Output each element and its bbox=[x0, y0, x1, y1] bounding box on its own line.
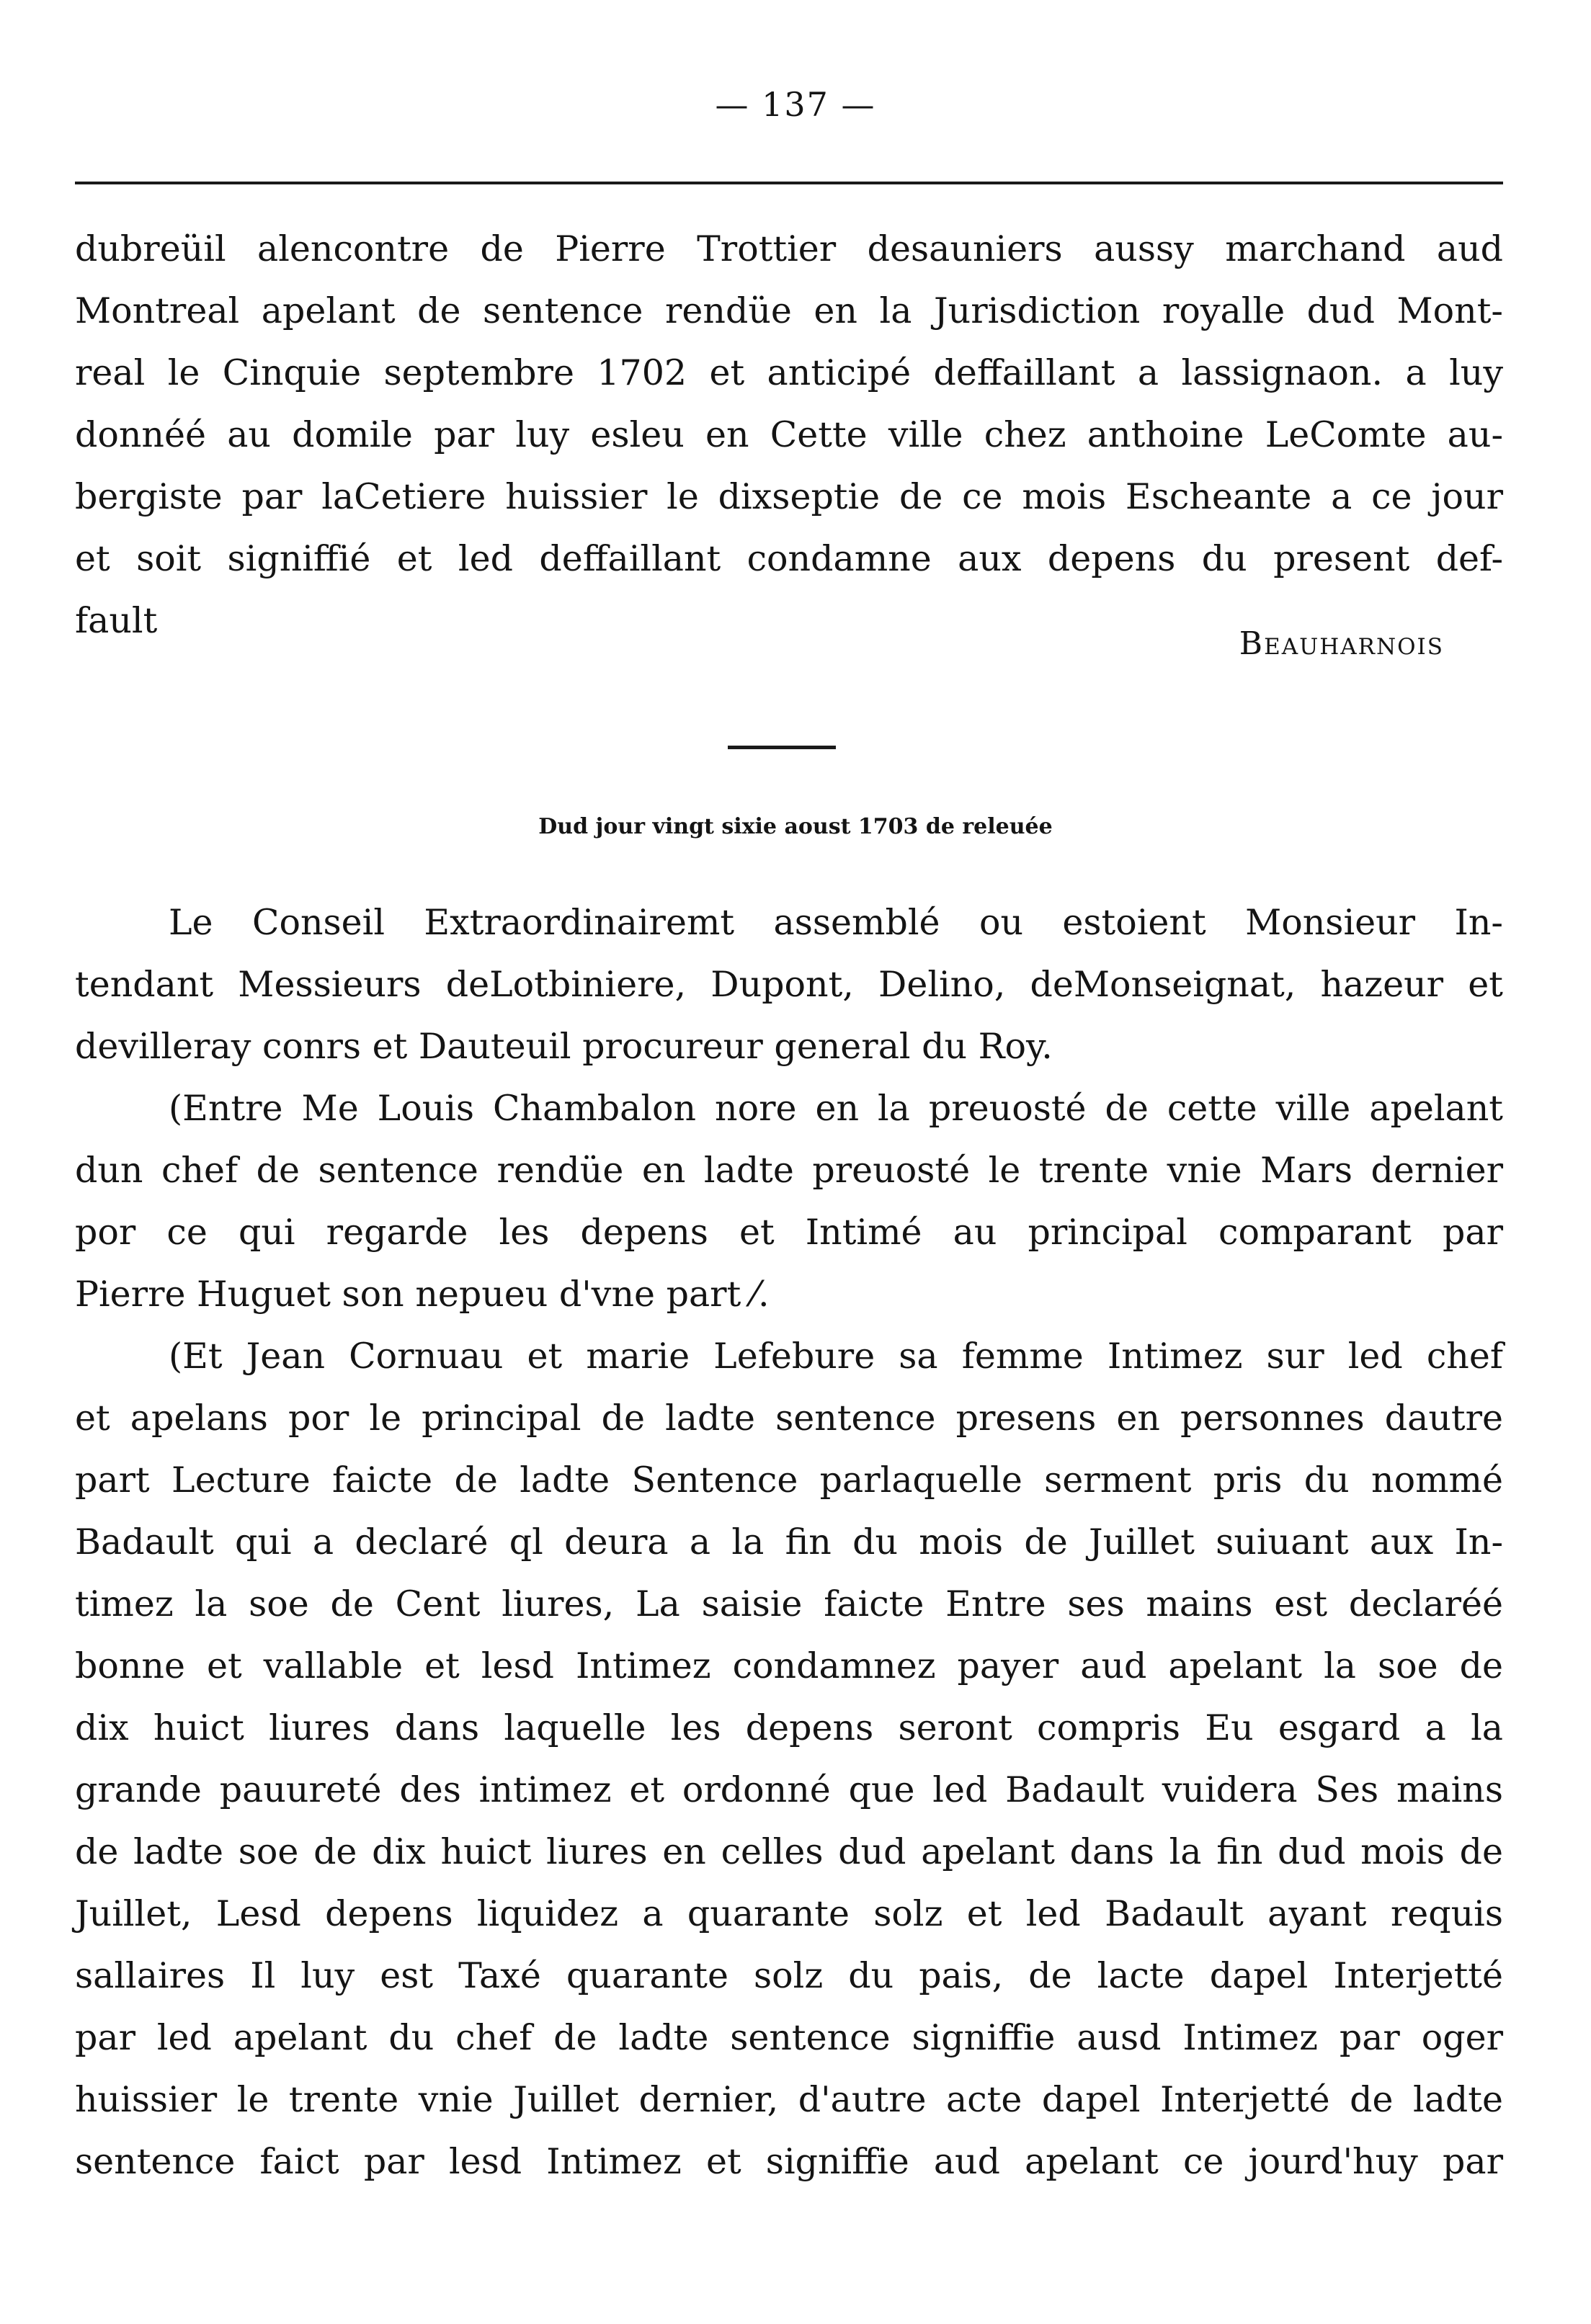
text-line: et soit signiffié et led deffaillant condamne aux depens du present def- bbox=[75, 538, 1503, 579]
text-line: Juillet, Lesd depens liquidez a quarante solz et led Badault ayant requis bbox=[75, 1893, 1503, 1934]
text-line: devilleray conrs et Dauteuil procureur general du Roy. bbox=[75, 1026, 1053, 1067]
text-line: fault bbox=[75, 600, 158, 641]
text-line: dix huict liures dans laquelle les depens seront compris Eu esgard a la bbox=[75, 1707, 1503, 1748]
text-line: Montreal apelant de sentence rendüe en la Jurisdiction royalle dud Mont- bbox=[75, 290, 1503, 331]
text-line: dun chef de sentence rendüe en ladte preuosté le trente vnie Mars dernier bbox=[75, 1150, 1503, 1191]
text-line: par led apelant du chef de ladte sentence signiffie ausd Intimez par oger bbox=[75, 2017, 1503, 2058]
text-line: Pierre Huguet son nepueu d'vne part ⁄. bbox=[75, 1274, 770, 1315]
entry-1-text bbox=[75, 218, 1503, 652]
session-heading: Dud jour vingt sixie aoust 1703 de releuée bbox=[538, 814, 1053, 839]
text-line: grande pauureté des intimez et ordonné que led Badault vuidera Ses mains bbox=[75, 1769, 1503, 1810]
text-line: part Lecture faicte de ladte Sentence parlaquelle serment pris du nommé bbox=[75, 1460, 1503, 1501]
text-line: huissier le trente vnie Juillet dernier, d'autre acte dapel Interjetté de ladte bbox=[75, 2079, 1503, 2120]
text-line: sentence faict par lesd Intimez et signiffie aud apelant ce jourd'huy par bbox=[75, 2141, 1503, 2182]
text-line: (Et Jean Cornuau et marie Lefebure sa femme Intimez sur led chef bbox=[169, 1336, 1503, 1377]
text-line: et apelans por le principal de ladte sentence presens en personnes dautre bbox=[75, 1398, 1503, 1439]
text-line: Badault qui a declaré ql deura a la fin du mois de Juillet suiuant aux In- bbox=[75, 1521, 1503, 1563]
text-line: real le Cinquie septembre 1702 et anticipé deffaillant a lassignaon. a luy bbox=[75, 352, 1503, 393]
text-line: bonne et vallable et lesd Intimez condamnez payer aud apelant la soe de bbox=[75, 1645, 1503, 1686]
text-line: donnéé au domile par luy esleu en Cette ville chez anthoine LeComte au- bbox=[75, 414, 1503, 455]
text-line: tendant Messieurs deLotbiniere, Dupont, Delino, deMonseignat, hazeur et bbox=[75, 964, 1503, 1005]
text-line: sallaires Il luy est Taxé quarante solz du pais, de lacte dapel Interjetté bbox=[75, 1955, 1503, 1996]
text-line: Le Conseil Extraordinairemt assemblé ou estoient Monsieur In- bbox=[169, 902, 1503, 943]
header-rule bbox=[75, 182, 1503, 184]
text-line: por ce qui regarde les depens et Intimé au principal comparant par bbox=[75, 1212, 1503, 1253]
signature: Beauharnois bbox=[1239, 625, 1444, 662]
entry-2-text bbox=[75, 892, 1503, 2193]
text-line: dubreüil alencontre de Pierre Trottier desauniers aussy marchand aud bbox=[75, 228, 1503, 269]
text-line: timez la soe de Cent liures, La saisie faicte Entre ses mains est declaréé bbox=[75, 1583, 1503, 1624]
text-line: (Entre Me Louis Chambalon nore en la preuosté de cette ville apelant bbox=[169, 1088, 1503, 1129]
page-number: — 137 — bbox=[715, 85, 876, 124]
text-line: de ladte soe de dix huict liures en celles dud apelant dans la fin dud mois de bbox=[75, 1831, 1503, 1872]
section-divider bbox=[728, 746, 836, 749]
text-line: bergiste par laCetiere huissier le dixseptie de ce mois Escheante a ce jour bbox=[75, 476, 1503, 517]
